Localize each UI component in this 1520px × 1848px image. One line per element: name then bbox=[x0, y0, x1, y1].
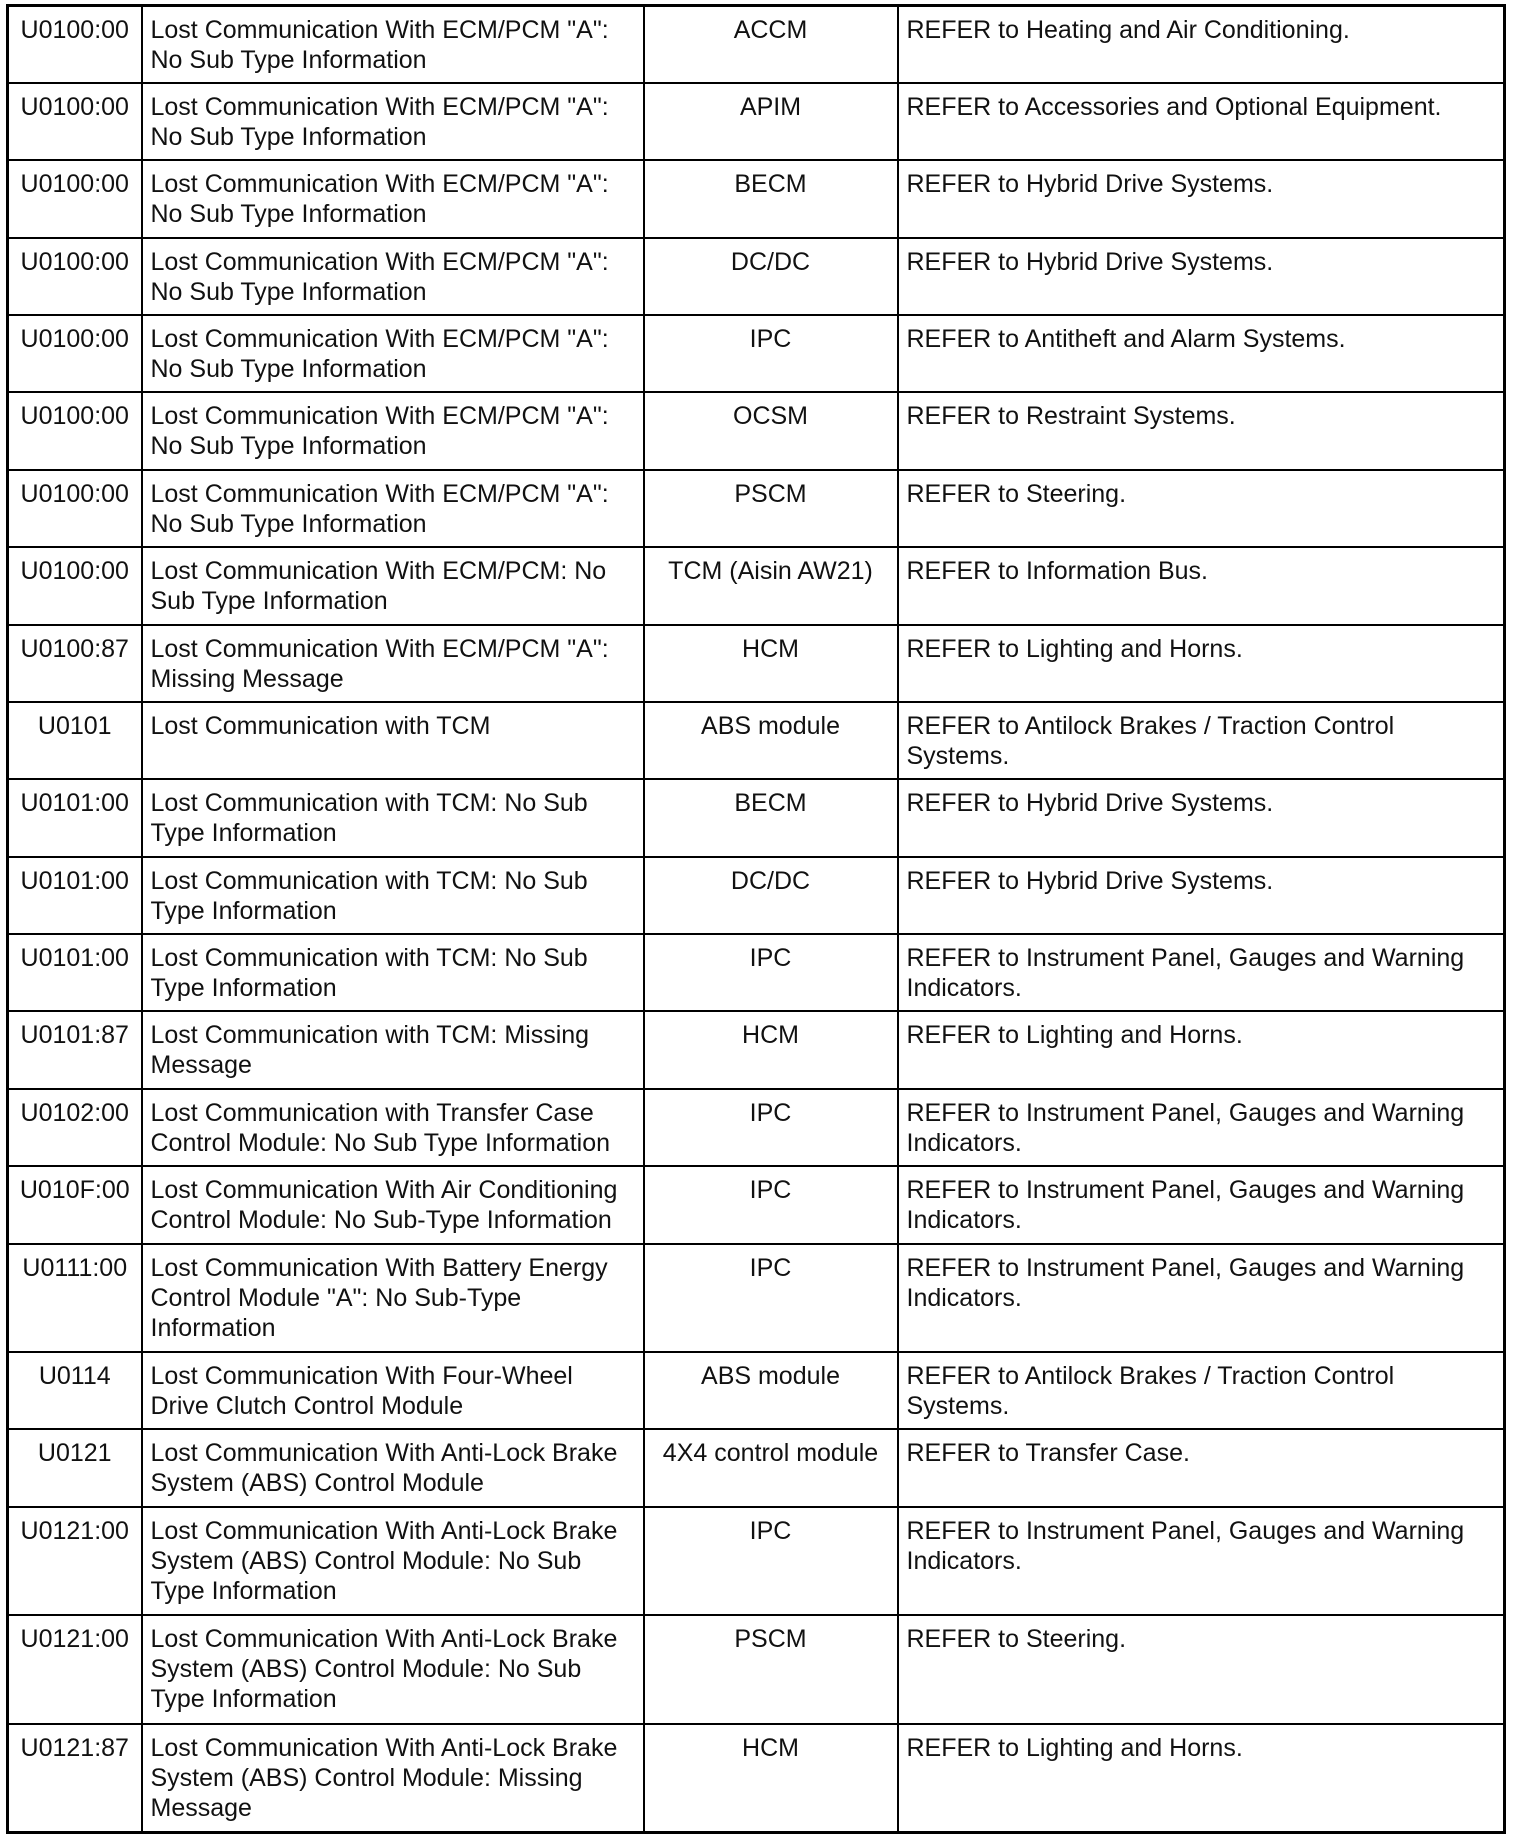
action-cell: REFER to Hybrid Drive Systems. bbox=[898, 238, 1505, 315]
table-row bbox=[8, 1724, 1505, 1833]
module-cell: HCM bbox=[644, 1011, 898, 1088]
dtc-code-cell: U0100:00 bbox=[8, 315, 142, 392]
table-row bbox=[8, 1244, 1505, 1353]
module-cell: ACCM bbox=[644, 6, 898, 83]
dtc-description-cell: Lost Communication With Anti-Lock Brake System (ABS) Control Module: No Sub Type Information bbox=[142, 1507, 644, 1616]
table-row bbox=[8, 702, 1505, 779]
dtc-code-cell: U0100:00 bbox=[8, 6, 142, 83]
dtc-description-cell: Lost Communication With Battery Energy Control Module "A": No Sub-Type Information bbox=[142, 1244, 644, 1353]
action-cell: REFER to Lighting and Horns. bbox=[898, 1724, 1505, 1833]
dtc-description-cell: Lost Communication with TCM bbox=[142, 702, 644, 779]
table-row bbox=[8, 1615, 1505, 1724]
dtc-description-cell: Lost Communication with TCM: No Sub Type Information bbox=[142, 857, 644, 934]
action-cell: REFER to Instrument Panel, Gauges and Warning Indicators. bbox=[898, 1089, 1505, 1166]
table-row bbox=[8, 83, 1505, 160]
dtc-description-cell: Lost Communication With ECM/PCM "A": Missing Message bbox=[142, 625, 644, 702]
module-cell: IPC bbox=[644, 315, 898, 392]
module-cell: BECM bbox=[644, 160, 898, 237]
module-cell: APIM bbox=[644, 83, 898, 160]
table-row bbox=[8, 857, 1505, 934]
dtc-description-cell: Lost Communication With ECM/PCM "A": No Sub Type Information bbox=[142, 392, 644, 469]
dtc-code-cell: U0101:00 bbox=[8, 779, 142, 856]
action-cell: REFER to Instrument Panel, Gauges and Warning Indicators. bbox=[898, 1166, 1505, 1243]
module-cell: ABS module bbox=[644, 1352, 898, 1429]
module-cell: IPC bbox=[644, 1089, 898, 1166]
dtc-description-cell: Lost Communication With Anti-Lock Brake System (ABS) Control Module bbox=[142, 1429, 644, 1506]
action-cell: REFER to Hybrid Drive Systems. bbox=[898, 779, 1505, 856]
dtc-table-body bbox=[8, 6, 1505, 1833]
dtc-table bbox=[6, 4, 1506, 1834]
dtc-description-cell: Lost Communication with Transfer Case Control Module: No Sub Type Information bbox=[142, 1089, 644, 1166]
dtc-description-cell: Lost Communication with TCM: No Sub Type Information bbox=[142, 779, 644, 856]
dtc-description-cell: Lost Communication With ECM/PCM "A": No Sub Type Information bbox=[142, 238, 644, 315]
dtc-description-cell: Lost Communication With ECM/PCM "A": No Sub Type Information bbox=[142, 83, 644, 160]
module-cell: IPC bbox=[644, 1244, 898, 1353]
table-row bbox=[8, 625, 1505, 702]
dtc-code-cell: U0102:00 bbox=[8, 1089, 142, 1166]
action-cell: REFER to Heating and Air Conditioning. bbox=[898, 6, 1505, 83]
action-cell: REFER to Antitheft and Alarm Systems. bbox=[898, 315, 1505, 392]
action-cell: REFER to Transfer Case. bbox=[898, 1429, 1505, 1506]
table-row bbox=[8, 1352, 1505, 1429]
table-row bbox=[8, 934, 1505, 1011]
dtc-description-cell: Lost Communication with TCM: Missing Message bbox=[142, 1011, 644, 1088]
dtc-code-cell: U0101:00 bbox=[8, 857, 142, 934]
dtc-code-cell: U0101:87 bbox=[8, 1011, 142, 1088]
action-cell: REFER to Antilock Brakes / Traction Control Systems. bbox=[898, 702, 1505, 779]
module-cell: HCM bbox=[644, 625, 898, 702]
dtc-code-cell: U0121:87 bbox=[8, 1724, 142, 1833]
table-row bbox=[8, 1507, 1505, 1616]
dtc-description-cell: Lost Communication With Anti-Lock Brake System (ABS) Control Module: Missing Message bbox=[142, 1724, 644, 1833]
dtc-description-cell: Lost Communication With ECM/PCM: No Sub Type Information bbox=[142, 547, 644, 624]
action-cell: REFER to Instrument Panel, Gauges and Warning Indicators. bbox=[898, 1244, 1505, 1353]
module-cell: PSCM bbox=[644, 1615, 898, 1724]
action-cell: REFER to Hybrid Drive Systems. bbox=[898, 857, 1505, 934]
module-cell: IPC bbox=[644, 934, 898, 1011]
dtc-description-cell: Lost Communication with TCM: No Sub Type Information bbox=[142, 934, 644, 1011]
action-cell: REFER to Steering. bbox=[898, 1615, 1505, 1724]
action-cell: REFER to Antilock Brakes / Traction Control Systems. bbox=[898, 1352, 1505, 1429]
module-cell: DC/DC bbox=[644, 857, 898, 934]
dtc-code-cell: U0100:00 bbox=[8, 392, 142, 469]
table-row bbox=[8, 547, 1505, 624]
action-cell: REFER to Accessories and Optional Equipment. bbox=[898, 83, 1505, 160]
table-row bbox=[8, 1429, 1505, 1506]
table-row bbox=[8, 160, 1505, 237]
dtc-code-cell: U0100:00 bbox=[8, 547, 142, 624]
action-cell: REFER to Lighting and Horns. bbox=[898, 1011, 1505, 1088]
module-cell: IPC bbox=[644, 1166, 898, 1243]
action-cell: REFER to Instrument Panel, Gauges and Warning Indicators. bbox=[898, 934, 1505, 1011]
dtc-description-cell: Lost Communication With ECM/PCM "A": No Sub Type Information bbox=[142, 315, 644, 392]
module-cell: IPC bbox=[644, 1507, 898, 1616]
dtc-code-cell: U0101 bbox=[8, 702, 142, 779]
action-cell: REFER to Steering. bbox=[898, 470, 1505, 547]
action-cell: REFER to Information Bus. bbox=[898, 547, 1505, 624]
module-cell: TCM (Aisin AW21) bbox=[644, 547, 898, 624]
table-row bbox=[8, 779, 1505, 856]
dtc-code-cell: U0100:87 bbox=[8, 625, 142, 702]
table-row bbox=[8, 1011, 1505, 1088]
dtc-code-cell: U0100:00 bbox=[8, 238, 142, 315]
dtc-description-cell: Lost Communication With ECM/PCM "A": No Sub Type Information bbox=[142, 470, 644, 547]
dtc-code-cell: U010F:00 bbox=[8, 1166, 142, 1243]
dtc-code-cell: U0100:00 bbox=[8, 83, 142, 160]
action-cell: REFER to Restraint Systems. bbox=[898, 392, 1505, 469]
table-row bbox=[8, 6, 1505, 83]
table-row bbox=[8, 238, 1505, 315]
module-cell: ABS module bbox=[644, 702, 898, 779]
module-cell: PSCM bbox=[644, 470, 898, 547]
module-cell: HCM bbox=[644, 1724, 898, 1833]
dtc-code-cell: U0111:00 bbox=[8, 1244, 142, 1353]
table-row bbox=[8, 392, 1505, 469]
table-row bbox=[8, 315, 1505, 392]
module-cell: 4X4 control module bbox=[644, 1429, 898, 1506]
dtc-code-cell: U0100:00 bbox=[8, 470, 142, 547]
table-row bbox=[8, 1166, 1505, 1243]
module-cell: BECM bbox=[644, 779, 898, 856]
action-cell: REFER to Instrument Panel, Gauges and Warning Indicators. bbox=[898, 1507, 1505, 1616]
dtc-description-cell: Lost Communication With Anti-Lock Brake System (ABS) Control Module: No Sub Type Information bbox=[142, 1615, 644, 1724]
table-row bbox=[8, 1089, 1505, 1166]
dtc-code-cell: U0121:00 bbox=[8, 1507, 142, 1616]
dtc-code-cell: U0121 bbox=[8, 1429, 142, 1506]
dtc-code-cell: U0101:00 bbox=[8, 934, 142, 1011]
table-row bbox=[8, 470, 1505, 547]
document-page bbox=[6, 4, 1506, 1834]
dtc-description-cell: Lost Communication With Four-Wheel Drive Clutch Control Module bbox=[142, 1352, 644, 1429]
action-cell: REFER to Hybrid Drive Systems. bbox=[898, 160, 1505, 237]
dtc-description-cell: Lost Communication With ECM/PCM "A": No Sub Type Information bbox=[142, 160, 644, 237]
module-cell: OCSM bbox=[644, 392, 898, 469]
dtc-code-cell: U0100:00 bbox=[8, 160, 142, 237]
dtc-description-cell: Lost Communication With ECM/PCM "A": No Sub Type Information bbox=[142, 6, 644, 83]
dtc-description-cell: Lost Communication With Air Conditioning Control Module: No Sub-Type Information bbox=[142, 1166, 644, 1243]
dtc-code-cell: U0114 bbox=[8, 1352, 142, 1429]
dtc-code-cell: U0121:00 bbox=[8, 1615, 142, 1724]
module-cell: DC/DC bbox=[644, 238, 898, 315]
action-cell: REFER to Lighting and Horns. bbox=[898, 625, 1505, 702]
